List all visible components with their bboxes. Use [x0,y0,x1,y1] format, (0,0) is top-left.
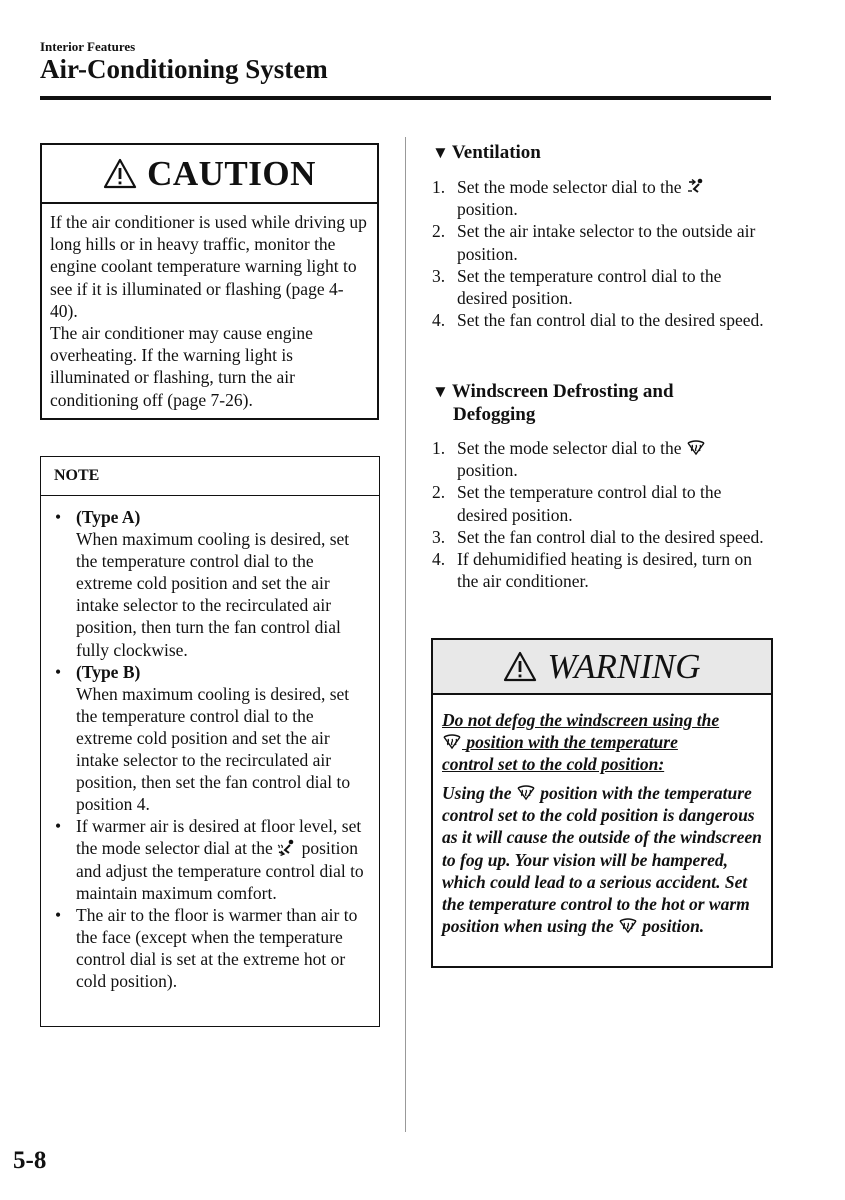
note-item [55,661,371,816]
note-body [41,496,379,992]
list-item: 1. Set the mode selector dial to the position. [432,437,772,481]
warning-body [433,695,771,937]
list-item: 3. Set the fan control dial to the desired speed. [432,526,764,547]
warning-triangle-icon [503,651,537,683]
caution-paragraph: If the air conditioner is used while driving up long hills or in heavy traffic, monitor the engine coolant temperature warning light to see if it is illuminated or flashing (page 4-40). [50,212,367,321]
bullet: • [55,904,62,925]
defrost-icon [618,917,638,934]
note-item-text: When maximum cooling is desired, set the temperature control dial to the extreme cold position and set the air intake selector to the recirculated air position, then set the fan control dial to position 4. [76,683,351,815]
warning-triangle-icon [103,158,137,190]
caution-paragraph: The air conditioner may cause engine overheating. If the warning light is illuminated or flashing, turn the air conditioning off (page 7-26). [50,323,313,410]
triangle-marker-icon: ▼ [432,143,449,162]
note-item [55,815,371,903]
list-item: 2. Set the temperature control dial to the desired position. [432,482,722,525]
bullet: • [55,816,62,837]
caution-header [42,145,377,204]
note-item-title: (Type A) [76,507,141,527]
list-item: 2. Set the air intake selector to the outside air position. [432,221,756,264]
note-item [55,506,371,661]
list-item: 4. Set the fan control dial to the desired speed. [432,310,764,331]
face-mode-icon [686,178,706,195]
list-item: 1. Set the mode selector dial to the position. [432,176,772,220]
ventilation-steps [432,176,772,331]
column-divider [405,137,406,1132]
note-header: NOTE [41,457,379,496]
defrost-steps [432,437,772,592]
note-item-title: (Type B) [76,661,141,682]
warning-header [433,640,771,695]
caution-label: CAUTION [147,153,316,193]
warning-text: Using the position with the temperature control set to the cold position is dangerous as it will cause the outside of the windscreen to fog up. Your vision will be hampered, which could lead to a serious accident. Set the temperature control to the hot or warm position when using the position. [442,783,762,936]
caution-box [40,143,379,420]
caution-body [42,204,377,411]
defrost-icon [442,733,462,750]
list-item: 3. Set the temperature control dial to the desired position. [432,265,722,309]
note-item-text: When maximum cooling is desired, set the temperature control dial to the extreme cold position and set the air intake selector to the recirculated air position, then turn the fan control dial fully clockwise. [76,529,350,660]
note-item [55,904,371,992]
defrost-heading: ▼ Windscreen Defrosting and Defogging [432,381,674,425]
defrost-icon [686,439,706,456]
warning-label: WARNING [547,646,701,686]
section-label: Interior Features [40,39,136,54]
defrost-icon [516,784,536,801]
bullet: • [55,661,62,682]
title-divider [40,96,771,100]
note-item-text: If warmer air is desired at floor level, set the mode selector dial at the position and adjust the temperature control dial to maintain maximum comfort. [76,816,364,903]
floor-mode-icon [277,839,297,856]
note-item-text: The air to the floor is warmer than air to the face (except when the temperature control dial is set at the extreme hot or cold position). [76,904,358,991]
ventilation-heading: ▼ Ventilation [432,142,541,163]
warning-box [431,638,773,968]
page-title: Air-Conditioning System [40,54,328,84]
list-item: 4. If dehumidified heating is desired, turn on the air conditioner. [432,549,752,592]
warning-lead: Do not defog the windscreen using the position with the temperature control set to the cold position: [442,710,720,775]
triangle-marker-icon: ▼ [432,382,449,401]
page-number: 5-8 [13,1147,47,1174]
note-box [40,456,380,1027]
bullet: • [55,507,62,527]
